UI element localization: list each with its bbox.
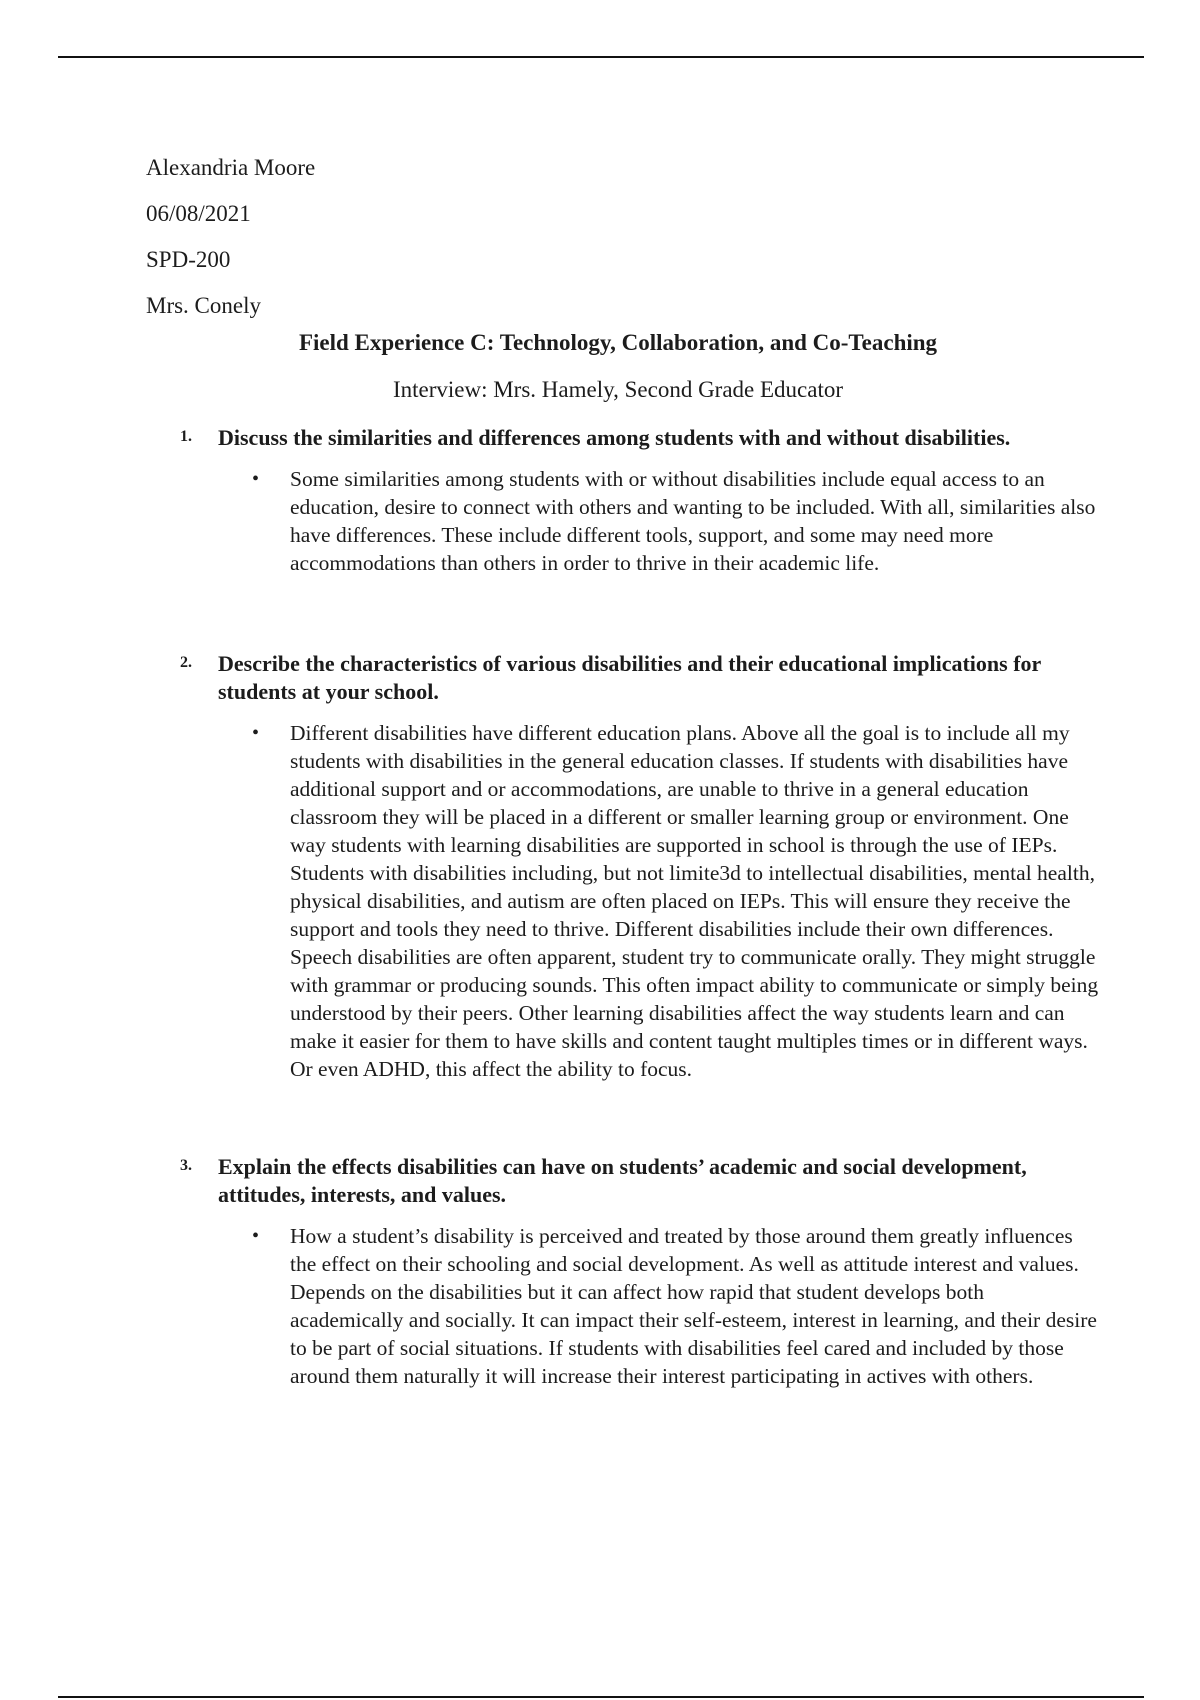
- document-title: Field Experience C: Technology, Collaboration, and Co-Teaching: [298, 330, 938, 355]
- question-number: 2.: [180, 654, 192, 671]
- question-text: Describe the characteristics of various disabilities and their educational implications for students at your school.: [218, 651, 1041, 704]
- bullet-icon: •: [252, 1225, 260, 1247]
- answer-text: Different disabilities have different education plans. Above all the goal is to include all my students with disabilities in the general education classes. If students with disabilities have additional support and or accommodations, are unable to thrive in a general education classroom they will be placed in a different or smaller learning group or environment. One way students with learning disabilities are supported in school is through the use of IEPs. Students with disabilities including, but not limite3d to intellectual disabilities, mental health, physical disabilities, and autism are often placed on IEPs. This will ensure they receive the support and tools they need to thrive. Different disabilities include their own differences. Speech disabilities are often apparent, student try to communicate orally. They might struggle with grammar or producing sounds. This often impact ability to communicate or simply being understood by their peers. Other learning disabilities affect the way students learn and can make it easier for them to have skills and content taught multiples times or in different ways. Or even ADHD, this affect the ability to focus.: [290, 721, 1099, 1081]
- answer-item: [252, 465, 1100, 577]
- instructor-name: Mrs. Conely: [146, 293, 261, 318]
- course-code: SPD-200: [146, 247, 231, 272]
- answer-text: How a student’s disability is perceived and treated by those around them greatly influences the effect on their schooling and social development. As well as attitude interest and values. Depends on the disabilities but it can affect how rapid that student develops both academically and socially. It can impact their self-esteem, interest in learning, and their desire to be part of social situations. If students with disabilities feel cared and included by those around them naturally it will increase their interest participating in actives with others.: [290, 1224, 1097, 1388]
- top-divider: [58, 56, 1144, 58]
- answer-item: [252, 1222, 1100, 1390]
- question-number: 3.: [180, 1157, 192, 1174]
- student-name: Alexandria Moore: [146, 155, 316, 180]
- student-header: [146, 145, 315, 329]
- answer-text: Some similarities among students with or without disabilities include equal access to an education, desire to connect with others and wanting to be included. With all, similarities also have differences. These include different tools, support, and some may need more accommodations than others in order to thrive in their academic life.: [290, 467, 1096, 575]
- question-item: [180, 1153, 1100, 1390]
- bullet-icon: •: [252, 468, 260, 490]
- question-item: [180, 424, 1100, 577]
- bottom-divider: [58, 1696, 1144, 1698]
- question-number: 1.: [180, 428, 192, 445]
- question-text: Discuss the similarities and differences among students with and without disabilities.: [218, 425, 1011, 450]
- question-text: Explain the effects disabilities can have on students’ academic and social development, attitudes, interests, and values.: [218, 1154, 1027, 1207]
- bullet-icon: •: [252, 722, 260, 744]
- question-item: [180, 650, 1100, 1083]
- document-subtitle: Interview: Mrs. Hamely, Second Grade Educator: [392, 377, 844, 402]
- answer-item: [252, 719, 1100, 1083]
- submission-date: 06/08/2021: [146, 201, 251, 226]
